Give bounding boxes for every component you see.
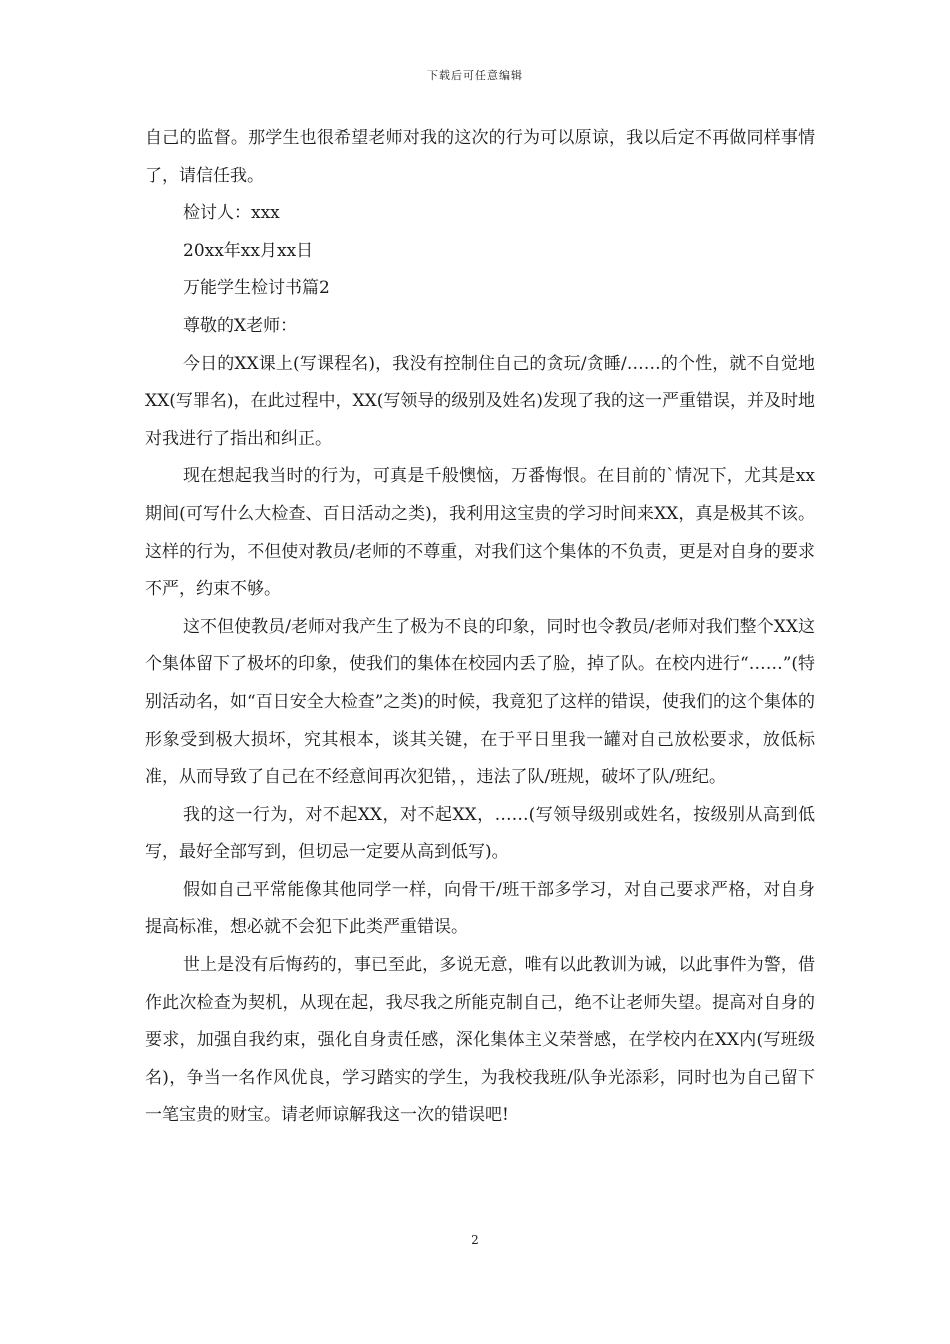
paragraph: 假如自己平常能像其他同学一样，向骨干/班干部多学习，对自己要求严格，对自身提高标准，想必就不会犯下此类严重错误。 xyxy=(145,879,815,938)
document-body xyxy=(145,120,815,1135)
paragraph: 今日的XX课上(写课程名)，我没有控制住自己的贪玩/贪睡/……的个性，就不自觉地XX(写罪名)，在此过程中，XX(写领导的级别及姓名)发现了我的这一严重错误，并及时地对我进行了指出和纠正。 xyxy=(145,353,815,449)
salutation: 尊敬的X老师： xyxy=(183,315,298,336)
paragraph: 现在想起我当时的行为，可真是千般懊恼，万番悔恨。在目前的`情况下，尤其是xx期间(可写什么大检查、百日活动之类)，我利用这宝贵的学习时间来XX，真是极其不该。这样的行为，不但使对教员/老师的不尊重，对我们这个集体的不负责，更是对自身的要求不严，约束不够。 xyxy=(145,466,815,600)
section-title: 万能学生检讨书篇2 xyxy=(183,278,330,299)
page-number: 2 xyxy=(471,1233,479,1247)
paragraph: 我的这一行为，对不起XX，对不起XX，……(写领导级别或姓名，按级别从高到低写，最好全部写到，但切忌一定要从高到低写)。 xyxy=(145,804,815,863)
page-header: 下载后可任意编辑 xyxy=(427,69,523,82)
paragraph: 自己的监督。那学生也很希望老师对我的这次的行为可以原谅，我以后定不再做同样事情了，请信任我。 xyxy=(145,128,815,186)
signature-line: 检讨人：xxx xyxy=(183,203,280,224)
paragraph: 这不但使教员/老师对我产生了极为不良的印象，同时也令教员/老师对我们整个XX这个集体留下了极坏的印象，使我们的集体在校园内丢了脸，掉了队。在校内进行“……”(特别活动名，如“百日安全大检查”之类)的时候，我竟犯了这样的错误，使我们的这个集体的形象受到极大损坏，究其根本，谈其关键，在于平日里我一罐对自己放松要求，放低标准，从而导致了自己在不经意间再次犯错，，违法了队/班规，破坏了队/班纪。 xyxy=(145,616,816,788)
date-line: 20xx年xx月xx日 xyxy=(183,240,314,261)
paragraph: 世上是没有后悔药的，事已至此，多说无意，唯有以此教训为诫，以此事件为警，借作此次检查为契机，从现在起，我尽我之所能克制自己，绝不让老师失望。提高对自身的要求，加强自我约束，强化自身责任感，深化集体主义荣誉感，在学校内在XX内(写班级名)，争当一名作风优良，学习踏实的学生，为我校我班/队争光添彩，同时也为自己留下一笔宝贵的财宝。请老师谅解我这一次的错误吧! xyxy=(145,955,815,1126)
